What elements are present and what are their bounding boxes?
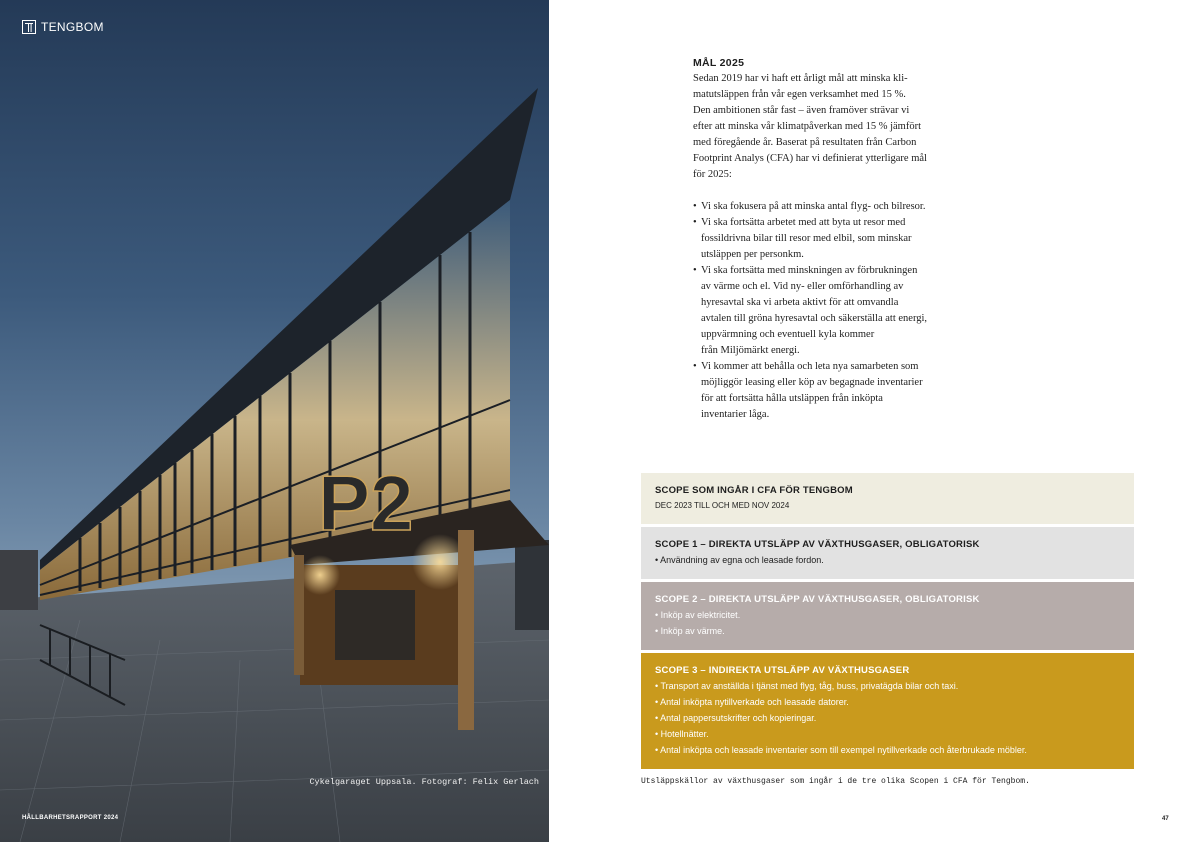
goal-body-line: Sedan 2019 har vi haft ett årligt mål att minska kli-: [693, 73, 908, 84]
goal-body-line: med föregående år. Baserat på resultaten från Carbon: [693, 137, 917, 148]
scope-item: • Antal inköpta och leasade inventarier som till exempel nytillverkade och återbrukade möbler.: [655, 745, 1027, 755]
logo-text: TENGBOM: [41, 20, 104, 34]
scope-1-box: [641, 527, 1134, 579]
goal-bullet-line: • Vi ska fortsätta arbetet med att byta ut resor med: [701, 217, 906, 228]
scope-1-title: SCOPE 1 – DIREKTA UTSLÄPP AV VÄXTHUSGASER, OBLIGATORISK: [655, 539, 980, 550]
scope-2-title: SCOPE 2 – DIREKTA UTSLÄPP AV VÄXTHUSGASER, OBLIGATORISK: [655, 594, 980, 605]
page-number: 47: [1162, 816, 1169, 822]
goal-bullet-line: hyresavtal ska vi arbeta aktivt för att omvandla: [701, 297, 899, 308]
cfa-scope-header-box: [641, 473, 1134, 524]
scope-2-box: [641, 582, 1134, 650]
scope-3-title: SCOPE 3 – INDIREKTA UTSLÄPP AV VÄXTHUSGASER: [655, 665, 910, 676]
scope-item: • Inköp av elektricitet.: [655, 610, 741, 620]
goal-body-line: efter att minska vår klimatpåverkan med 15 % jämfört: [693, 121, 922, 132]
goal-body-line: Footprint Analys (CFA) har vi definierat ytterligare mål: [693, 153, 927, 164]
cfa-period: DEC 2023 TILL OCH MED NOV 2024: [655, 501, 790, 510]
goal-bullet: [693, 199, 958, 215]
goal-bullet-list: [693, 199, 958, 423]
goal-bullet-line: från Miljömärkt energi.: [701, 345, 800, 356]
goal-section: [693, 55, 958, 423]
tengbom-logo: [22, 20, 104, 34]
goal-bullet-line: • Vi kommer att behålla och leta nya samarbeten som: [701, 361, 919, 372]
scope-table-caption: Utsläppskällor av växthusgaser som ingår i de tre olika Scopen i CFA för Tengbom.: [641, 777, 1030, 786]
scope-3-box: [641, 653, 1134, 769]
report-name: HÅLLBARHETSRAPPORT 2024: [22, 815, 119, 821]
goal-bullet-line: för att fortsätta hålla utsläppen från inköpta: [701, 393, 883, 404]
goal-bullet-line: inventarier låga.: [701, 409, 770, 420]
goal-bullet-line: avtalen till gröna hyresavtal och säkerställa att energi,: [701, 313, 928, 324]
scope-item: • Transport av anställda i tjänst med flyg, tåg, buss, privatägda bilar och taxi.: [655, 681, 959, 691]
goal-bullet-line: • Vi ska fokusera på att minska antal flyg- och bilresor.: [701, 201, 926, 212]
cfa-scope-title: SCOPE SOM INGÅR I CFA FÖR TENGBOM: [655, 485, 853, 496]
goal-bullet-line: möjliggör leasing eller köp av begagnade inventarier: [701, 377, 923, 388]
scope-item: • Antal inköpta nytillverkade och leasade datorer.: [655, 697, 849, 707]
scope-item: • Användning av egna och leasade fordon.: [655, 555, 824, 565]
goal-title: MÅL 2025: [693, 57, 745, 69]
goal-body: [693, 71, 958, 183]
p2-sign: P2: [318, 459, 414, 547]
goal-bullet: [693, 263, 958, 359]
goal-body-line: matutsläppen från vår egen verksamhet med 15 %.: [693, 89, 906, 100]
goal-bullet-line: • Vi ska fortsätta med minskningen av förbrukningen: [701, 265, 918, 276]
goal-bullet: [693, 359, 958, 423]
goal-body-line: Den ambitionen står fast – även framöver strävar vi: [693, 105, 910, 116]
building-photo: [0, 0, 549, 842]
goal-body-line: för 2025:: [693, 169, 732, 180]
parking-garage-illustration: [0, 0, 549, 842]
scope-item: • Antal pappersutskrifter och kopieringar.: [655, 713, 817, 723]
goal-bullet-line: uppvärmning och eventuell kyla kommer: [701, 329, 875, 340]
tengbom-logo-icon: [22, 20, 36, 34]
goal-bullet-line: fossildrivna bilar till resor med elbil, som minskar: [701, 233, 912, 244]
scope-item: • Hotellnätter.: [655, 729, 709, 739]
scope-item: • Inköp av värme.: [655, 626, 725, 636]
goal-bullet: [693, 215, 958, 263]
goal-bullet-line: av värme och el. Vid ny- eller omförhandling av: [701, 281, 904, 292]
goal-bullet-line: utsläppen per personkm.: [701, 249, 804, 260]
photo-caption: Cykelgaraget Uppsala. Fotograf: Felix Gerlach: [309, 777, 539, 787]
